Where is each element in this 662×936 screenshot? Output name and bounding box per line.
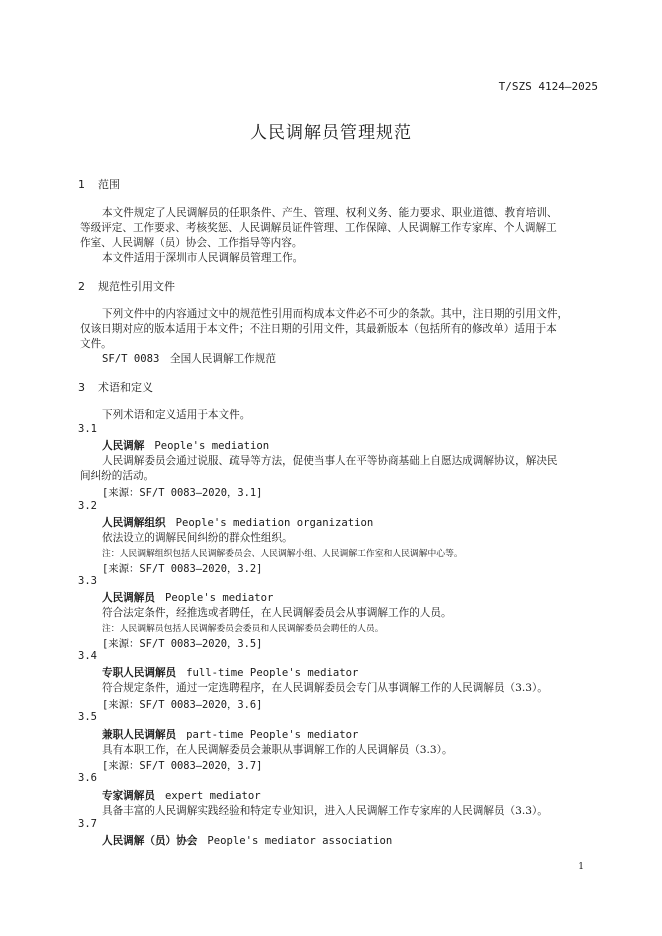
- section-title: 术语和定义: [98, 381, 153, 394]
- term-number: 3.5: [78, 711, 97, 723]
- term-heading: [102, 590, 273, 605]
- term-note: 注：人民调解员包括人民调解委员会委员和人民调解委员会聘任的人员。: [102, 624, 384, 634]
- section-number: 2: [78, 280, 85, 293]
- term-number: 3.3: [78, 575, 97, 587]
- term-number: 3.4: [78, 650, 97, 662]
- section-title: 规范性引用文件: [98, 280, 175, 293]
- scope-paragraph-line: 作室、人民调解（员）协会、工作指导等内容。: [80, 237, 303, 249]
- term-source: [来源：SF/T 0083—2020，3.1]: [102, 487, 263, 499]
- term-definition-line: 依法设立的调解民间纠纷的群众性组织。: [102, 532, 293, 544]
- scope-paragraph: 本文件适用于深圳市人民调解员管理工作。: [102, 252, 304, 264]
- term-zh: 人民调解员: [102, 592, 155, 604]
- term-heading: [102, 727, 358, 742]
- term-en: People's mediator association: [207, 835, 393, 847]
- page-title: 人民调解员管理规范: [250, 123, 412, 143]
- references-paragraph-line: 下列文件中的内容通过文中的规范性引用而构成本文件必不可少的条款。其中，注日期的引用文件，: [102, 308, 569, 320]
- term-source: [来源：SF/T 0083—2020，3.2]: [102, 563, 263, 575]
- term-zh: 人民调解: [102, 440, 145, 452]
- section-title: 范围: [98, 178, 120, 191]
- term-definition-line: 人民调解委员会通过说服、疏导等方法，促使当事人在平等协商基础上自愿达成调解协议，解决民: [102, 455, 558, 467]
- term-zh: 人民调解（员）协会: [102, 835, 198, 847]
- document-number: T/SZS 4124—2025: [498, 80, 598, 93]
- term-heading: [102, 833, 392, 848]
- term-number: 3.2: [78, 500, 97, 512]
- scope-paragraph-line: 本文件规定了人民调解员的任职条件、产生、管理、权利义务、能力要求、职业道德、教育培训、: [102, 207, 558, 219]
- section-heading-references: [78, 278, 175, 294]
- term-en: People's mediator: [164, 592, 274, 604]
- term-definition-line: 间纠纷的活动。: [80, 470, 155, 482]
- section-number: 3: [78, 381, 85, 394]
- term-source: [来源：SF/T 0083—2020，3.7]: [102, 760, 263, 772]
- references-paragraph-line: 仅该日期对应的版本适用于本文件；不注日期的引用文件，其最新版本（包括所有的修改单）适用于本: [80, 323, 557, 335]
- reference-item: SF/T 0083 全国人民调解工作规范: [102, 353, 276, 365]
- term-source: [来源：SF/T 0083—2020，3.6]: [102, 699, 263, 711]
- term-zh: 专职人民调解员: [102, 667, 177, 679]
- term-heading: [102, 438, 269, 453]
- term-en: part-time People's mediator: [186, 729, 359, 741]
- term-number: 3.7: [78, 818, 97, 830]
- term-definition-line: 具有本职工作，在人民调解委员会兼职从事调解工作的人民调解员（3.3）。: [102, 744, 453, 756]
- term-heading: [102, 515, 373, 530]
- term-en: People's mediation organization: [175, 517, 374, 529]
- term-heading: [102, 665, 358, 680]
- term-source: [来源：SF/T 0083—2020，3.5]: [102, 638, 263, 650]
- term-zh: 人民调解组织: [102, 517, 166, 529]
- scope-paragraph-line: 等级评定、工作要求、考核奖惩、人民调解员证件管理、工作保障、人民调解工作专家库、个人调解工: [80, 222, 557, 234]
- terms-intro: 下列术语和定义适用于本文件。: [102, 409, 251, 421]
- references-paragraph-line: 文件。: [80, 338, 112, 350]
- term-number: 3.1: [78, 423, 97, 435]
- term-number: 3.6: [78, 772, 97, 784]
- term-definition-line: 具备丰富的人民调解实践经验和特定专业知识，进入人民调解工作专家库的人民调解员（3.3）。: [102, 805, 548, 817]
- term-note: 注：人民调解组织包括人民调解委员会、人民调解小组、人民调解工作室和人民调解中心等。: [102, 549, 463, 559]
- term-definition-line: 符合法定条件，经推选或者聘任，在人民调解委员会从事调解工作的人员。: [102, 607, 452, 619]
- term-zh: 兼职人民调解员: [102, 729, 177, 741]
- term-definition-line: 符合规定条件，通过一定选聘程序，在人民调解委员会专门从事调解工作的人民调解员（3.3）。: [102, 682, 548, 694]
- term-en: expert mediator: [164, 790, 261, 802]
- section-number: 1: [78, 178, 85, 191]
- term-en: full-time People's mediator: [186, 667, 359, 679]
- section-heading-terms: [78, 379, 153, 395]
- section-heading-scope: [78, 176, 120, 192]
- term-en: People's mediation: [154, 440, 270, 452]
- page-number: 1: [578, 862, 584, 872]
- term-heading: [102, 788, 261, 803]
- term-zh: 专家调解员: [102, 790, 155, 802]
